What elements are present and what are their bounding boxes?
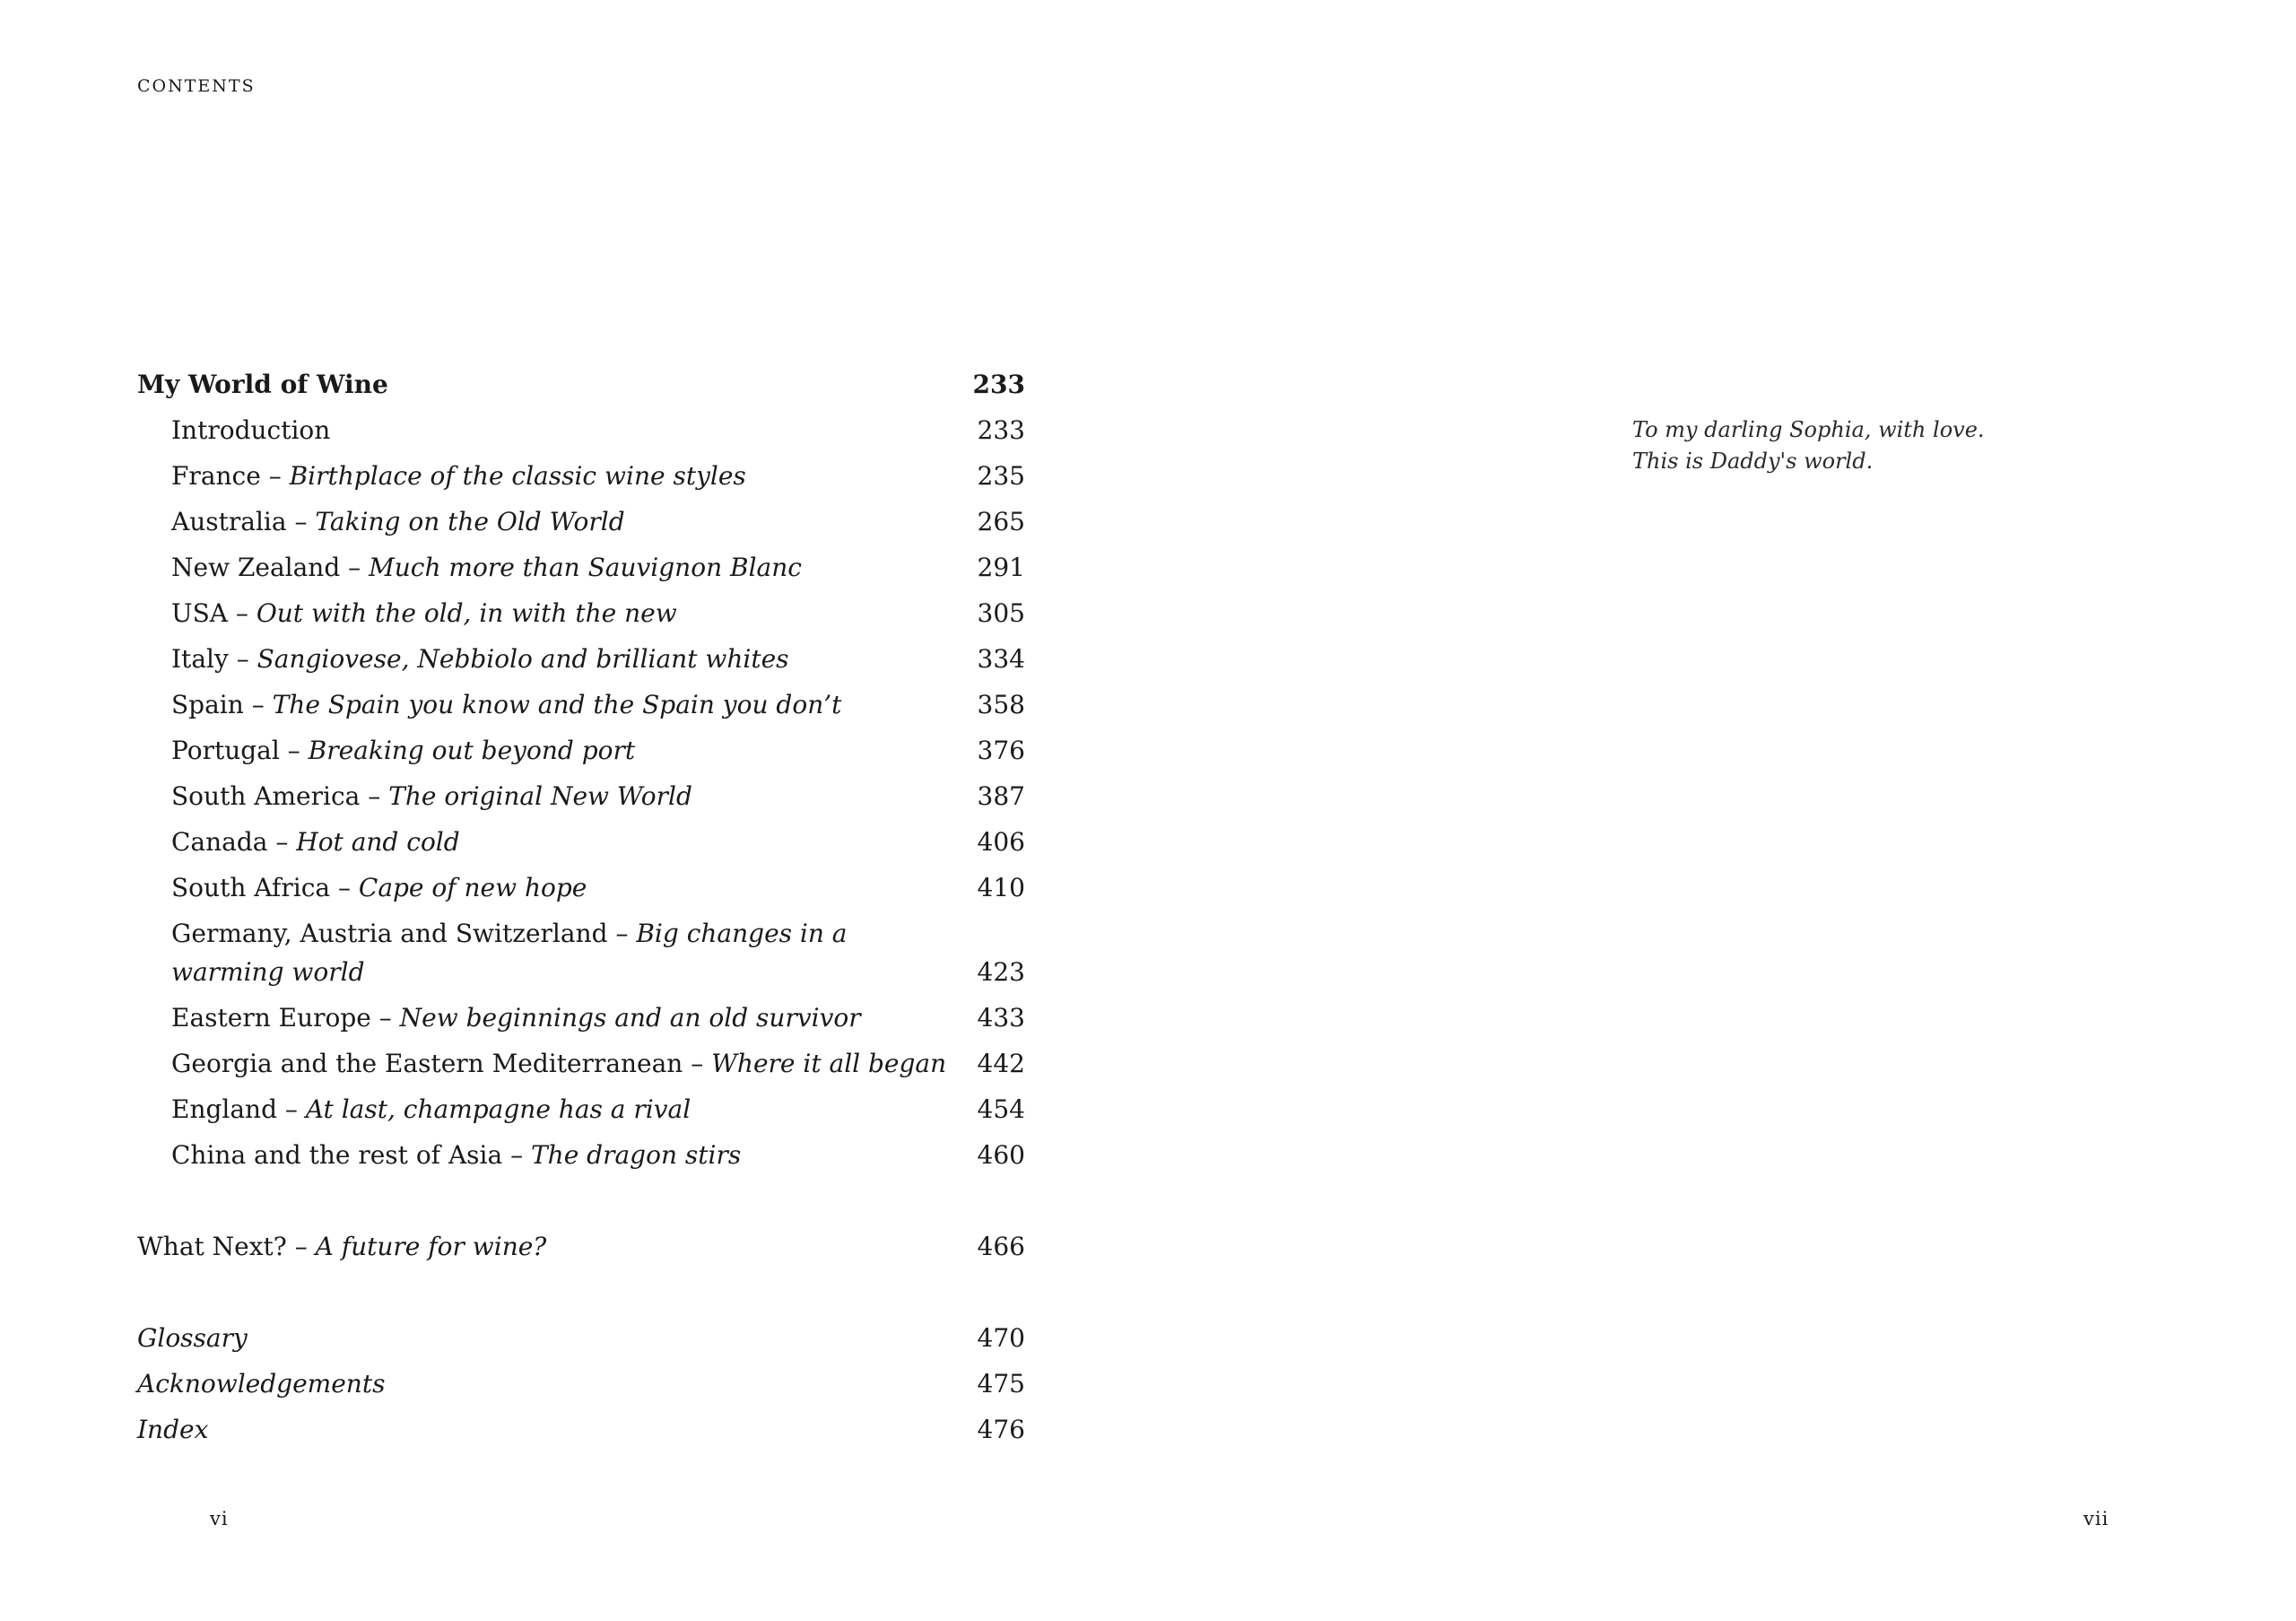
toc-chapter-germany-austria-switzerland[interactable]: [137, 911, 1025, 995]
page-number-left: vi: [210, 1508, 229, 1529]
toc-what-next-tagline: A future for wine?: [315, 1232, 547, 1261]
toc-chapter-title: Italy: [171, 644, 229, 674]
toc-separator: –: [691, 1049, 704, 1078]
toc-chapter-canada[interactable]: [137, 819, 1025, 865]
toc-chapter-tagline: The dragon stirs: [531, 1140, 742, 1170]
toc-chapter-title: Georgia and the Eastern Mediterranean: [171, 1049, 683, 1078]
toc-chapter-page: 454: [977, 1094, 1025, 1124]
toc-part-title: My World of Wine: [137, 370, 388, 399]
page-number-right: vii: [2083, 1508, 2109, 1529]
toc-chapter-introduction[interactable]: [137, 407, 1025, 453]
toc-backmatter-title: Index: [137, 1415, 209, 1444]
toc-chapter-south-africa[interactable]: [137, 865, 1025, 911]
toc-spacer: [137, 1178, 1025, 1224]
toc-chapter-page: 233: [977, 415, 1025, 445]
toc-separator: –: [615, 919, 629, 948]
toc-chapter-tagline: New beginnings and an old survivor: [399, 1003, 861, 1033]
toc-separator: –: [268, 461, 282, 491]
toc-chapter-page: 358: [977, 690, 1025, 719]
toc-chapter-tagline: At last, champagne has a rival: [305, 1094, 691, 1124]
toc-chapter-tagline: Cape of new hope: [358, 873, 587, 902]
toc-spacer: [137, 1269, 1025, 1315]
table-of-contents: [137, 362, 1025, 1452]
toc-backmatter-title: Glossary: [137, 1323, 248, 1353]
toc-chapter-usa[interactable]: [137, 590, 1025, 636]
toc-chapter-new-zealand[interactable]: [137, 545, 1025, 590]
toc-separator: –: [294, 507, 308, 536]
toc-chapter-page: 460: [977, 1140, 1025, 1170]
toc-chapter-page: 376: [977, 736, 1025, 765]
toc-index[interactable]: [137, 1407, 1025, 1452]
dedication-line: This is Daddy's world.: [1632, 449, 1874, 474]
toc-what-next-page: 466: [977, 1232, 1025, 1261]
toc-chapter-tagline: Breaking out beyond port: [308, 736, 636, 765]
toc-separator: –: [251, 690, 265, 719]
dedication-line: To my darling Sophia, with love.: [1632, 417, 1985, 442]
running-head: CONTENTS: [137, 76, 256, 96]
toc-chapter-title: South America: [171, 781, 361, 811]
toc-chapter-page: 265: [977, 507, 1025, 536]
toc-separator: –: [368, 781, 381, 811]
toc-chapter-title: China and the rest of Asia: [171, 1140, 503, 1170]
toc-chapter-spain[interactable]: [137, 682, 1025, 728]
toc-backmatter-title: Acknowledgements: [137, 1369, 386, 1399]
toc-separator: –: [275, 827, 289, 857]
toc-separator: –: [378, 1003, 392, 1033]
toc-chapter-page: 433: [977, 1003, 1025, 1033]
toc-chapter-australia[interactable]: [137, 499, 1025, 545]
toc-chapter-tagline: The original New World: [388, 781, 692, 811]
toc-chapter-tagline: Taking on the Old World: [315, 507, 625, 536]
toc-chapter-page: 410: [977, 873, 1025, 902]
toc-separator: –: [510, 1140, 524, 1170]
toc-chapter-title: Introduction: [171, 415, 331, 445]
toc-chapter-title: Eastern Europe: [171, 1003, 371, 1033]
toc-chapter-title: Spain: [171, 690, 244, 719]
toc-chapter-page: 387: [977, 781, 1025, 811]
toc-chapter-page: 305: [977, 598, 1025, 628]
toc-chapter-page: 442: [977, 1049, 1025, 1078]
toc-chapter-tagline: Big changes in a warming world: [171, 919, 848, 987]
toc-chapter-tagline: Birthplace of the classic wine styles: [289, 461, 746, 491]
toc-chapter-title: USA: [171, 598, 228, 628]
toc-chapter-page: 334: [977, 644, 1025, 674]
toc-chapter-georgia-eastern-mediterranean[interactable]: [137, 1041, 1025, 1086]
toc-chapter-tagline: Where it all began: [711, 1049, 947, 1078]
toc-chapter-title: France: [171, 461, 261, 491]
toc-chapter-title: Portugal: [171, 736, 280, 765]
toc-backmatter-page: 475: [977, 1369, 1025, 1399]
toc-part-heading[interactable]: [137, 362, 1025, 407]
toc-chapter-south-america[interactable]: [137, 773, 1025, 819]
toc-separator: –: [348, 553, 361, 582]
toc-separator: –: [235, 598, 248, 628]
toc-chapter-england[interactable]: [137, 1086, 1025, 1132]
toc-separator: –: [284, 1094, 298, 1124]
toc-chapter-title: New Zealand: [171, 553, 341, 582]
toc-chapter-portugal[interactable]: [137, 728, 1025, 773]
toc-chapter-page: 291: [977, 553, 1025, 582]
toc-chapter-china-asia[interactable]: [137, 1132, 1025, 1178]
toc-chapter-title: Canada: [171, 827, 268, 857]
toc-what-next-title: What Next?: [137, 1232, 287, 1261]
toc-separator: –: [236, 644, 249, 674]
toc-backmatter-page: 476: [977, 1415, 1025, 1444]
toc-chapter-title: England: [171, 1094, 278, 1124]
toc-chapter-tagline: Hot and cold: [296, 827, 460, 857]
toc-chapter-france[interactable]: [137, 453, 1025, 499]
toc-chapter-title: Germany, Austria and Switzerland: [171, 919, 608, 948]
toc-chapter-tagline: Much more than Sauvignon Blanc: [369, 553, 802, 582]
toc-acknowledgements[interactable]: [137, 1361, 1025, 1407]
toc-glossary[interactable]: [137, 1315, 1025, 1361]
toc-backmatter-page: 470: [977, 1323, 1025, 1353]
toc-chapter-title: Australia: [171, 507, 287, 536]
dedication: [1632, 414, 1985, 477]
toc-chapter-tagline: Out with the old, in with the new: [256, 598, 677, 628]
toc-chapter-page: 406: [977, 827, 1025, 857]
toc-chapter-eastern-europe[interactable]: [137, 995, 1025, 1041]
toc-chapter-title: South Africa: [171, 873, 331, 902]
toc-chapter-tagline: Sangiovese, Nebbiolo and brilliant whites: [257, 644, 789, 674]
toc-separator: –: [294, 1232, 308, 1261]
toc-what-next[interactable]: [137, 1224, 1025, 1269]
toc-chapter-tagline: The Spain you know and the Spain you don’t: [272, 690, 842, 719]
toc-separator: –: [287, 736, 300, 765]
toc-chapter-page: 235: [977, 461, 1025, 491]
toc-part-page: 233: [972, 370, 1025, 399]
toc-chapter-italy[interactable]: [137, 636, 1025, 682]
toc-chapter-page: 423: [977, 957, 1025, 987]
toc-separator: –: [337, 873, 351, 902]
